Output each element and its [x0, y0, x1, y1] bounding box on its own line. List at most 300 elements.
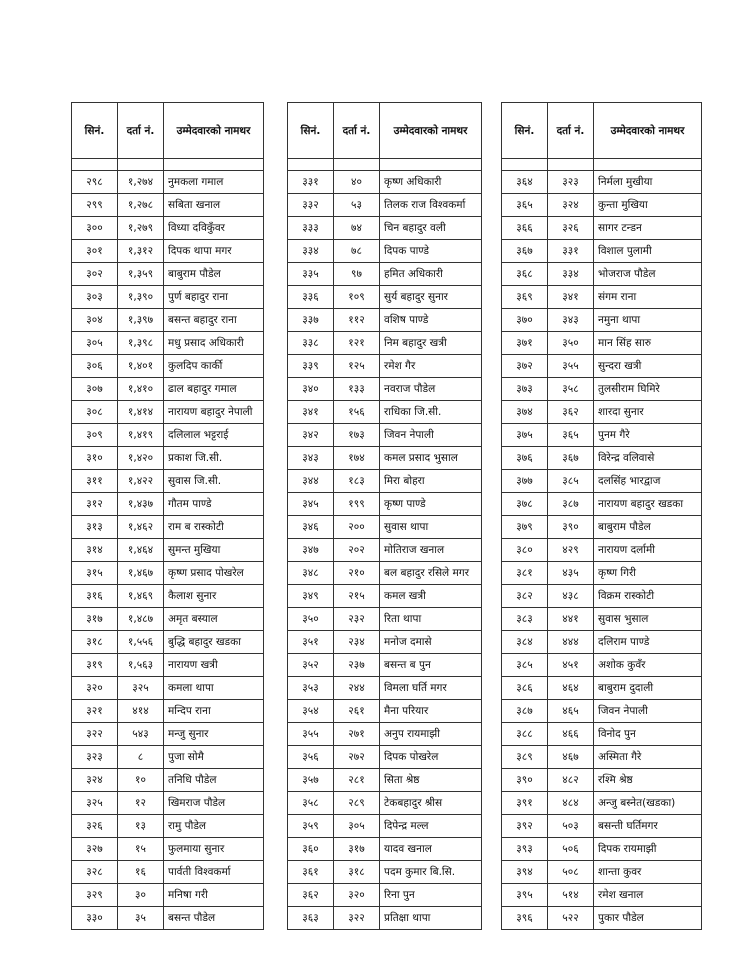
table-row — [502, 171, 702, 194]
serial-number-cell: ३०७ — [72, 378, 118, 401]
registration-number-cell: १,४१९ — [118, 424, 164, 447]
candidate-name-cell: विक्रम रास्कोटी — [594, 585, 702, 608]
table-row — [72, 424, 264, 447]
candidate-name-cell: नुमकला गमाल — [164, 171, 264, 194]
registration-number-cell: १,४२० — [118, 447, 164, 470]
column-header-name: उम्मेदवारको नामथर — [380, 103, 482, 159]
candidate-table-2 — [287, 102, 482, 930]
serial-number-cell: ३९६ — [502, 907, 548, 930]
registration-number-cell: ४३८ — [548, 585, 594, 608]
serial-number-cell: ३७९ — [502, 516, 548, 539]
registration-number-cell: ३६२ — [548, 401, 594, 424]
table-row — [288, 470, 482, 493]
registration-number-cell: ४६७ — [548, 746, 594, 769]
table-row — [288, 838, 482, 861]
candidate-name-cell: कमला थापा — [164, 677, 264, 700]
candidate-name-cell: पुनम गैरे — [594, 424, 702, 447]
registration-number-cell: १,३९७ — [118, 309, 164, 332]
serial-number-cell: ३२६ — [72, 815, 118, 838]
table-row — [72, 562, 264, 585]
registration-number-cell: १,३१२ — [118, 240, 164, 263]
serial-number-cell: ३८२ — [502, 585, 548, 608]
serial-number-cell: ३७८ — [502, 493, 548, 516]
table-row — [288, 539, 482, 562]
table-row — [502, 217, 702, 240]
registration-number-cell: १,३९८ — [118, 332, 164, 355]
candidate-name-cell: सबिता खनाल — [164, 194, 264, 217]
table-row — [288, 608, 482, 631]
registration-number-cell: ३१७ — [334, 838, 380, 861]
registration-number-cell: १,४२२ — [118, 470, 164, 493]
candidate-name-cell: कुन्ता मुखिया — [594, 194, 702, 217]
serial-number-cell: ३४२ — [288, 424, 334, 447]
registration-number-cell: २८९ — [334, 792, 380, 815]
registration-number-cell: ९७ — [334, 263, 380, 286]
table-row — [72, 401, 264, 424]
serial-number-cell: ३३२ — [288, 194, 334, 217]
spacer-row — [502, 159, 702, 171]
candidate-name-cell: सुवास थापा — [380, 516, 482, 539]
serial-number-cell: ३६८ — [502, 263, 548, 286]
registration-number-cell: ४५१ — [548, 654, 594, 677]
serial-number-cell: ३१६ — [72, 585, 118, 608]
table-row — [502, 263, 702, 286]
candidate-name-cell: विध्या दविकुँवर — [164, 217, 264, 240]
serial-number-cell: ३२२ — [72, 723, 118, 746]
table-row — [288, 194, 482, 217]
table-row — [288, 585, 482, 608]
serial-number-cell: ३५४ — [288, 700, 334, 723]
serial-number-cell: ३८५ — [502, 654, 548, 677]
serial-number-cell: ३१५ — [72, 562, 118, 585]
table-row — [72, 838, 264, 861]
table-row — [72, 654, 264, 677]
serial-number-cell: ३०४ — [72, 309, 118, 332]
registration-number-cell: १५ — [118, 838, 164, 861]
table-row — [72, 263, 264, 286]
candidate-name-cell: बसन्त ब पुन — [380, 654, 482, 677]
serial-number-cell: ३४० — [288, 378, 334, 401]
table-row — [288, 286, 482, 309]
table-row — [288, 217, 482, 240]
serial-number-cell: ३०५ — [72, 332, 118, 355]
table-row — [72, 286, 264, 309]
candidate-name-cell: शान्ता कुवर — [594, 861, 702, 884]
serial-number-cell: ३८८ — [502, 723, 548, 746]
candidate-name-cell: रमेश खनाल — [594, 884, 702, 907]
serial-number-cell: ३२० — [72, 677, 118, 700]
serial-number-cell: ३७७ — [502, 470, 548, 493]
candidate-name-cell: शारदा सुनार — [594, 401, 702, 424]
table-row — [502, 562, 702, 585]
candidate-name-cell: बल बहादुर रसिले मगर — [380, 562, 482, 585]
registration-number-cell: ४३५ — [548, 562, 594, 585]
registration-number-cell: ३५ — [118, 907, 164, 930]
registration-number-cell: ७४ — [334, 217, 380, 240]
registration-number-cell: २३४ — [334, 631, 380, 654]
serial-number-cell: ३४१ — [288, 401, 334, 424]
table-row — [502, 631, 702, 654]
spacer-row — [72, 159, 264, 171]
table-row — [288, 516, 482, 539]
table-row — [72, 355, 264, 378]
candidate-name-cell: मनिषा गरी — [164, 884, 264, 907]
table-row — [502, 470, 702, 493]
serial-number-cell: ३९३ — [502, 838, 548, 861]
registration-number-cell: १,४८७ — [118, 608, 164, 631]
serial-number-cell: ३३६ — [288, 286, 334, 309]
serial-number-cell: ३१४ — [72, 539, 118, 562]
registration-number-cell: ४८४ — [548, 792, 594, 815]
registration-number-cell: ४२९ — [548, 539, 594, 562]
table-row — [288, 700, 482, 723]
candidate-name-cell: मिरा बोहरा — [380, 470, 482, 493]
candidate-name-cell: भोजराज पौडेल — [594, 263, 702, 286]
registration-number-cell: १,३९० — [118, 286, 164, 309]
candidate-name-cell: राधिका जि.सी. — [380, 401, 482, 424]
table-row — [502, 240, 702, 263]
registration-number-cell: ४० — [334, 171, 380, 194]
serial-number-cell: ३८४ — [502, 631, 548, 654]
candidate-name-cell: पदम कुमार बि.सि. — [380, 861, 482, 884]
serial-number-cell: ३३५ — [288, 263, 334, 286]
table-row — [502, 447, 702, 470]
table-row — [288, 746, 482, 769]
registration-number-cell: ४६६ — [548, 723, 594, 746]
table-row — [502, 838, 702, 861]
candidate-name-cell: तनिधि पौडेल — [164, 769, 264, 792]
candidate-name-cell: बसन्ती घर्तिमगर — [594, 815, 702, 838]
serial-number-cell: ३४४ — [288, 470, 334, 493]
candidate-name-cell: संगम राना — [594, 286, 702, 309]
registration-number-cell: १,४६४ — [118, 539, 164, 562]
column-header-serial: सिनं. — [502, 103, 548, 159]
candidate-name-cell: अमृत बस्याल — [164, 608, 264, 631]
registration-number-cell: २६१ — [334, 700, 380, 723]
registration-number-cell: ५४३ — [118, 723, 164, 746]
table-row — [288, 355, 482, 378]
candidate-name-cell: रिता थापा — [380, 608, 482, 631]
registration-number-cell: ५०६ — [548, 838, 594, 861]
candidate-name-cell: बाबुराम पौडेल — [594, 516, 702, 539]
serial-number-cell: ३६४ — [502, 171, 548, 194]
candidate-name-cell: दिपक पाण्डे — [380, 240, 482, 263]
registration-number-cell: १,४६७ — [118, 562, 164, 585]
serial-number-cell: ३६६ — [502, 217, 548, 240]
candidate-name-cell: ढाल बहादुर गमाल — [164, 378, 264, 401]
registration-number-cell: १८३ — [334, 470, 380, 493]
candidate-name-cell: मोतिराज खनाल — [380, 539, 482, 562]
registration-number-cell: २७२ — [334, 746, 380, 769]
candidate-name-cell: कमल प्रसाद भुसाल — [380, 447, 482, 470]
table-row — [72, 608, 264, 631]
table-row — [288, 792, 482, 815]
candidate-name-cell: तिलक राज विश्वकर्मा — [380, 194, 482, 217]
spacer-cell — [594, 159, 702, 171]
registration-number-cell: २८१ — [334, 769, 380, 792]
header-row — [502, 103, 702, 159]
registration-number-cell: २०० — [334, 516, 380, 539]
serial-number-cell: ३५१ — [288, 631, 334, 654]
candidate-name-cell: फुलमाया सुनार — [164, 838, 264, 861]
serial-number-cell: ३७५ — [502, 424, 548, 447]
registration-number-cell: १२५ — [334, 355, 380, 378]
candidate-name-cell: पुकार पौडेल — [594, 907, 702, 930]
candidate-name-cell: दलिलाल भट्टराई — [164, 424, 264, 447]
candidate-name-cell: विमला घर्ति मगर — [380, 677, 482, 700]
table-row — [72, 194, 264, 217]
candidate-name-cell: नारायण खत्री — [164, 654, 264, 677]
serial-number-cell: ३६९ — [502, 286, 548, 309]
serial-number-cell: ३११ — [72, 470, 118, 493]
serial-number-cell: ३२४ — [72, 769, 118, 792]
column-header-registration: दर्ता नं. — [334, 103, 380, 159]
candidate-name-cell: कृष्ण अधिकारी — [380, 171, 482, 194]
serial-number-cell: ३९४ — [502, 861, 548, 884]
table-row — [502, 700, 702, 723]
registration-number-cell: ३५० — [548, 332, 594, 355]
spacer-cell — [118, 159, 164, 171]
candidate-name-cell: अन्जु बस्नेत(खडका) — [594, 792, 702, 815]
registration-number-cell: १७४ — [334, 447, 380, 470]
table-row — [288, 401, 482, 424]
registration-number-cell: १,५५६ — [118, 631, 164, 654]
candidate-name-cell: बसन्त पौडेल — [164, 907, 264, 930]
candidate-name-cell: प्रतिक्षा थापा — [380, 907, 482, 930]
registration-number-cell: १,२७९ — [118, 217, 164, 240]
candidate-name-cell: सागर टन्डन — [594, 217, 702, 240]
table-row — [502, 585, 702, 608]
candidate-name-cell: विनोद पुन — [594, 723, 702, 746]
table-row — [72, 585, 264, 608]
candidate-name-cell: दलसिंह भारद्वाज — [594, 470, 702, 493]
candidate-name-cell: मान सिंह सारु — [594, 332, 702, 355]
serial-number-cell: ३७४ — [502, 401, 548, 424]
candidate-name-cell: कैलाश सुनार — [164, 585, 264, 608]
table-row — [72, 631, 264, 654]
candidate-name-cell: रश्मि श्रेष्ठ — [594, 769, 702, 792]
candidate-name-cell: सुर्य बहादुर सुनार — [380, 286, 482, 309]
registration-number-cell: ४६५ — [548, 700, 594, 723]
table-row — [502, 539, 702, 562]
registration-number-cell: २१५ — [334, 585, 380, 608]
registration-number-cell: ३४३ — [548, 309, 594, 332]
registration-number-cell: ३६७ — [548, 447, 594, 470]
candidate-name-cell: विरेन्द्र वलिवासे — [594, 447, 702, 470]
registration-number-cell: १३३ — [334, 378, 380, 401]
candidate-name-cell: अशोक कुवँर — [594, 654, 702, 677]
table-row — [288, 815, 482, 838]
table-row — [72, 746, 264, 769]
table-row — [288, 447, 482, 470]
table-row — [72, 470, 264, 493]
serial-number-cell: ३६३ — [288, 907, 334, 930]
serial-number-cell: ३८३ — [502, 608, 548, 631]
table-row — [288, 631, 482, 654]
table-row — [502, 608, 702, 631]
candidate-name-cell: मन्जु सुनार — [164, 723, 264, 746]
spacer-row — [288, 159, 482, 171]
table-row — [502, 654, 702, 677]
table-row — [72, 516, 264, 539]
table-row — [288, 907, 482, 930]
serial-number-cell: ३४५ — [288, 493, 334, 516]
serial-number-cell: ३९५ — [502, 884, 548, 907]
serial-number-cell: ३७६ — [502, 447, 548, 470]
table-row — [288, 171, 482, 194]
spacer-cell — [72, 159, 118, 171]
serial-number-cell: ३१८ — [72, 631, 118, 654]
registration-number-cell: ४४४ — [548, 631, 594, 654]
table-row — [502, 723, 702, 746]
table-body — [288, 103, 482, 930]
serial-number-cell: ३०० — [72, 217, 118, 240]
column-header-name: उम्मेदवारको नामथर — [594, 103, 702, 159]
serial-number-cell: ३८१ — [502, 562, 548, 585]
serial-number-cell: ३२५ — [72, 792, 118, 815]
registration-number-cell: १७३ — [334, 424, 380, 447]
serial-number-cell: ३९० — [502, 769, 548, 792]
table-row — [72, 447, 264, 470]
registration-number-cell: ३६५ — [548, 424, 594, 447]
serial-number-cell: ३७१ — [502, 332, 548, 355]
table-row — [72, 539, 264, 562]
serial-number-cell: ३२९ — [72, 884, 118, 907]
candidate-table-3 — [501, 102, 702, 930]
table-row — [72, 861, 264, 884]
registration-number-cell: १,४१० — [118, 378, 164, 401]
table-row — [72, 677, 264, 700]
header-row — [72, 103, 264, 159]
candidate-name-cell: मधु प्रसाद अधिकारी — [164, 332, 264, 355]
table-row — [72, 792, 264, 815]
candidate-name-cell: बुद्धि बहादुर खडका — [164, 631, 264, 654]
candidate-name-cell: सुमन्त मुखिया — [164, 539, 264, 562]
candidate-name-cell: सिता श्रेष्ठ — [380, 769, 482, 792]
candidate-name-cell: कृष्ण पाण्डे — [380, 493, 482, 516]
candidate-name-cell: जिवन नेपाली — [380, 424, 482, 447]
table-row — [288, 309, 482, 332]
registration-number-cell: २१० — [334, 562, 380, 585]
registration-number-cell: ३५५ — [548, 355, 594, 378]
serial-number-cell: ३४९ — [288, 585, 334, 608]
table-row — [288, 493, 482, 516]
table-row — [72, 723, 264, 746]
candidate-name-cell: पार्वती विश्वकर्मा — [164, 861, 264, 884]
table-row — [72, 493, 264, 516]
candidate-name-cell: सुवास जि.सी. — [164, 470, 264, 493]
column-header-registration: दर्ता नं. — [548, 103, 594, 159]
candidate-name-cell: सुवास भुसाल — [594, 608, 702, 631]
candidate-name-cell: नारायण बहादुर खडका — [594, 493, 702, 516]
serial-number-cell: ३८० — [502, 539, 548, 562]
candidate-name-cell: टेकबहादुर श्रीस — [380, 792, 482, 815]
registration-number-cell: ५१४ — [548, 884, 594, 907]
candidate-name-cell: वशिष पाण्डे — [380, 309, 482, 332]
column-header-registration: दर्ता नं. — [118, 103, 164, 159]
serial-number-cell: ३०२ — [72, 263, 118, 286]
registration-number-cell: १०९ — [334, 286, 380, 309]
candidate-name-cell: दिपक थापा मगर — [164, 240, 264, 263]
candidate-name-cell: पुजा सोमै — [164, 746, 264, 769]
registration-number-cell: २३२ — [334, 608, 380, 631]
registration-number-cell: ८ — [118, 746, 164, 769]
registration-number-cell: १,४०१ — [118, 355, 164, 378]
serial-number-cell: ३९१ — [502, 792, 548, 815]
table-row — [502, 424, 702, 447]
registration-number-cell: ३९० — [548, 516, 594, 539]
serial-number-cell: ३५८ — [288, 792, 334, 815]
table-row — [72, 907, 264, 930]
table-row — [288, 562, 482, 585]
candidate-name-cell: नवराज पौडेल — [380, 378, 482, 401]
candidate-name-cell: मनोज दमासे — [380, 631, 482, 654]
registration-number-cell: ३२० — [334, 884, 380, 907]
table-row — [502, 493, 702, 516]
candidate-name-cell: बाबुराम पौडेल — [164, 263, 264, 286]
serial-number-cell: ३५५ — [288, 723, 334, 746]
serial-number-cell: ३०३ — [72, 286, 118, 309]
column-header-name: उम्मेदवारको नामथर — [164, 103, 264, 159]
candidate-name-cell: कृष्ण प्रसाद पोखरेल — [164, 562, 264, 585]
spacer-cell — [288, 159, 334, 171]
candidate-name-cell: अस्मिता गैरे — [594, 746, 702, 769]
table-row — [288, 861, 482, 884]
candidate-name-cell: पुर्ण बहादुर राना — [164, 286, 264, 309]
candidate-name-cell: कृष्ण गिरी — [594, 562, 702, 585]
candidate-name-cell: निम बहादुर खत्री — [380, 332, 482, 355]
serial-number-cell: ३२३ — [72, 746, 118, 769]
serial-number-cell: ३१३ — [72, 516, 118, 539]
registration-number-cell: १,४६२ — [118, 516, 164, 539]
table-row — [72, 217, 264, 240]
table-row — [72, 815, 264, 838]
registration-number-cell: १० — [118, 769, 164, 792]
serial-number-cell: ३२१ — [72, 700, 118, 723]
registration-number-cell: १,४३७ — [118, 493, 164, 516]
serial-number-cell: ३३७ — [288, 309, 334, 332]
table-row — [72, 769, 264, 792]
registration-number-cell: ३२२ — [334, 907, 380, 930]
registration-number-cell: ३२३ — [548, 171, 594, 194]
serial-number-cell: ३३९ — [288, 355, 334, 378]
registration-number-cell: १,२७८ — [118, 194, 164, 217]
registration-number-cell: ३८५ — [548, 470, 594, 493]
registration-number-cell: १३ — [118, 815, 164, 838]
candidate-name-cell: बाबुराम दुदाली — [594, 677, 702, 700]
candidate-name-cell: नारायण दर्लामी — [594, 539, 702, 562]
table-row — [502, 815, 702, 838]
candidate-name-cell: यादव खनाल — [380, 838, 482, 861]
candidate-name-cell: हमित अधिकारी — [380, 263, 482, 286]
table-row — [502, 378, 702, 401]
serial-number-cell: ३५७ — [288, 769, 334, 792]
table-row — [502, 194, 702, 217]
table-row — [502, 355, 702, 378]
table-row — [288, 769, 482, 792]
registration-number-cell: ३० — [118, 884, 164, 907]
candidate-name-cell: राम ब रास्कोटी — [164, 516, 264, 539]
registration-number-cell: २३७ — [334, 654, 380, 677]
registration-number-cell: ५२२ — [548, 907, 594, 930]
serial-number-cell: ३६२ — [288, 884, 334, 907]
registration-number-cell: ५०३ — [548, 815, 594, 838]
serial-number-cell: ३१९ — [72, 654, 118, 677]
table-row — [288, 424, 482, 447]
registration-number-cell: १,२७४ — [118, 171, 164, 194]
registration-number-cell: ३४१ — [548, 286, 594, 309]
table-row — [288, 723, 482, 746]
